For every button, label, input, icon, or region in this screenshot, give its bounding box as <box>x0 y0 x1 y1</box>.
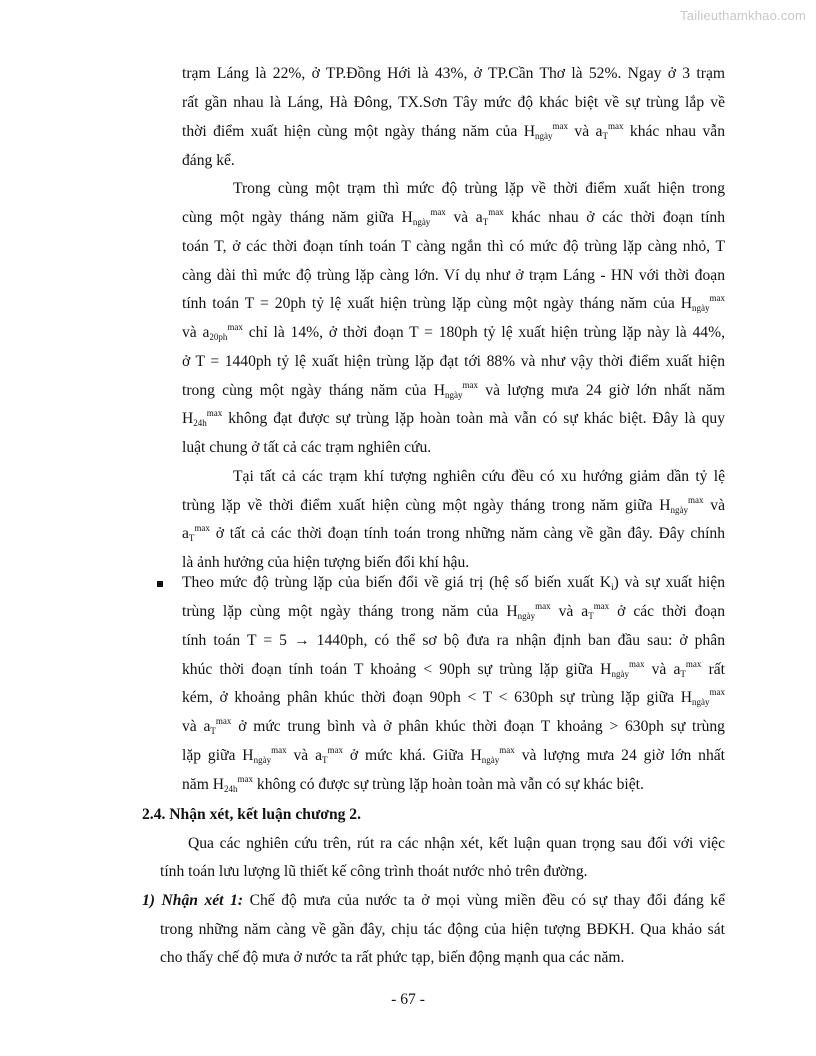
text-line: rất gần nhau là Láng, Hà Đông, TX.Sơn Tây mức độ khác biệt về sự trùng lắp về <box>182 94 725 111</box>
text-line: tính toán lưu lượng lũ thiết kế công trình thoát nước nhỏ trên đường. <box>160 863 588 880</box>
text-line: toán T, ở các thời đoạn tính toán T càng ngắn thì có mức độ trùng lặp càng nhỏ, T <box>182 238 725 255</box>
remark-label: 1) Nhận xét 1: <box>142 892 244 909</box>
text-line: trùng lặp về thời điểm xuất hiện cùng một ngày tháng trong năm giữa $H_{ngày}^{max}$ và <box>182 495 725 515</box>
text-line: trong những năm càng về gần đây, chịu tác động của hiện tượng BĐKH. Qua khảo sát <box>160 921 725 938</box>
text-line: lặp giữa $H_{ngày}^{max}$ và $a_T^{max}$ ở mức khá. Giữa $H_{ngày}^{max}$ và lượng mưa 24 giờ lớn nhất <box>182 745 725 765</box>
text-line: năm $H_{24h}^{max}$ không có được sự trùng lặp hoàn toàn mà vẫn có sự khác biệt. <box>182 774 644 794</box>
text-line: $a_T^{max}$ ở tất cả các thời đoạn tính toán trong những năm càng về gần đây. Đây chính <box>182 523 725 543</box>
text-line: trạm Láng là 22%, ở TP.Đồng Hới là 43%, ở TP.Cần Thơ là 52%. Ngay ở 3 trạm <box>182 65 725 82</box>
text-line: tính toán T = 5 → 1440ph, có thể sơ bộ đưa ra nhận định ban đầu sau: ở phân <box>182 632 725 649</box>
text-line: thời điểm xuất hiện cùng một ngày tháng năm của $H_{ngày}^{max}$ và $a_T^{max}$ khác nhau vẫn <box>182 121 725 141</box>
text-line: kém, ở khoảng phân khúc thời đoạn 90ph < T < 630ph sự trùng lặp giữa $H_{ngày}^{max}$ <box>182 687 725 707</box>
text-line: và $a_T^{max}$ ở mức trung bình và ở phân khúc thời đoạn T khoảng > 630ph sự trùng <box>182 716 725 736</box>
watermark: Tailieuthamkhao.com <box>680 8 806 23</box>
text-line: luật chung ở tất cả các trạm nghiên cứu. <box>182 439 432 456</box>
bullet-icon <box>157 581 163 587</box>
text-line: Trong cùng một trạm thì mức độ trùng lặp về thời điểm xuất hiện trong <box>233 180 725 197</box>
remark-1: 1) Nhận xét 1: Chế độ mưa của nước ta ở mọi vùng miền đều có sự thay đổi đáng kể <box>142 892 725 909</box>
text-line: Tại tất cả các trạm khí tượng nghiên cứu đều có xu hướng giảm dần tỷ lệ <box>233 468 725 485</box>
text-line: khúc thời đoạn tính toán T khoảng < 90ph sự trùng lặp giữa $H_{ngày}^{max}$ và $a_T^{max}$ rất <box>182 659 726 679</box>
text-line: Theo mức độ trùng lặp của biến đổi về giá trị (hệ số biến xuất $K_i$) và sự xuất hiện <box>182 574 725 592</box>
page-number: - 67 - <box>391 991 425 1008</box>
text-line: tính toán T = 20ph tỷ lệ xuất hiện trùng lặp cùng một ngày tháng năm của $H_{ngày}^{max}$ <box>182 293 725 313</box>
text-line: trong cùng một ngày tháng năm của $H_{ngày}^{max}$ và lượng mưa 24 giờ lớn nhất năm <box>182 380 725 400</box>
text-line: $H_{24h}^{max}$ không đạt được sự trùng lặp hoàn toàn mà vẫn có sự khác biệt. Đây là quy <box>182 408 725 428</box>
text-line: và $a_{20ph}^{max}$ chỉ là 14%, ở thời đoạn T = 180ph tỷ lệ xuất hiện trùng lặp này là 44%, <box>182 322 725 342</box>
section-heading: 2.4. Nhận xét, kết luận chương 2. <box>142 806 362 823</box>
text-line: đáng kể. <box>182 152 235 169</box>
text-line: cho thấy chế độ mưa ở nước ta rất phức tạp, biến động mạnh qua các năm. <box>160 949 625 966</box>
text-line: càng dài thì mức độ trùng lặp càng lớn. Ví dụ như ở trạm Láng - HN với thời đoạn <box>182 267 725 284</box>
text-line: trùng lặp cùng một ngày tháng trong năm của $H_{ngày}^{max}$ và $a_T^{max}$ ở các thời đoạn <box>182 601 725 621</box>
text-line: là ảnh hưởng của hiện tượng biến đổi khí hậu. <box>182 554 470 571</box>
text-line: Qua các nghiên cứu trên, rút ra các nhận xét, kết luận quan trọng sau đối với việc <box>188 835 725 852</box>
text-line: ở T = 1440ph tỷ lệ xuất hiện trùng lặp đạt tới 88% và như vậy thời điểm xuất hiện <box>182 353 725 370</box>
text-line: cùng một ngày tháng năm giữa $H_{ngày}^{max}$ và $a_T^{max}$ khác nhau ở các thời đoạn tính <box>182 207 726 227</box>
